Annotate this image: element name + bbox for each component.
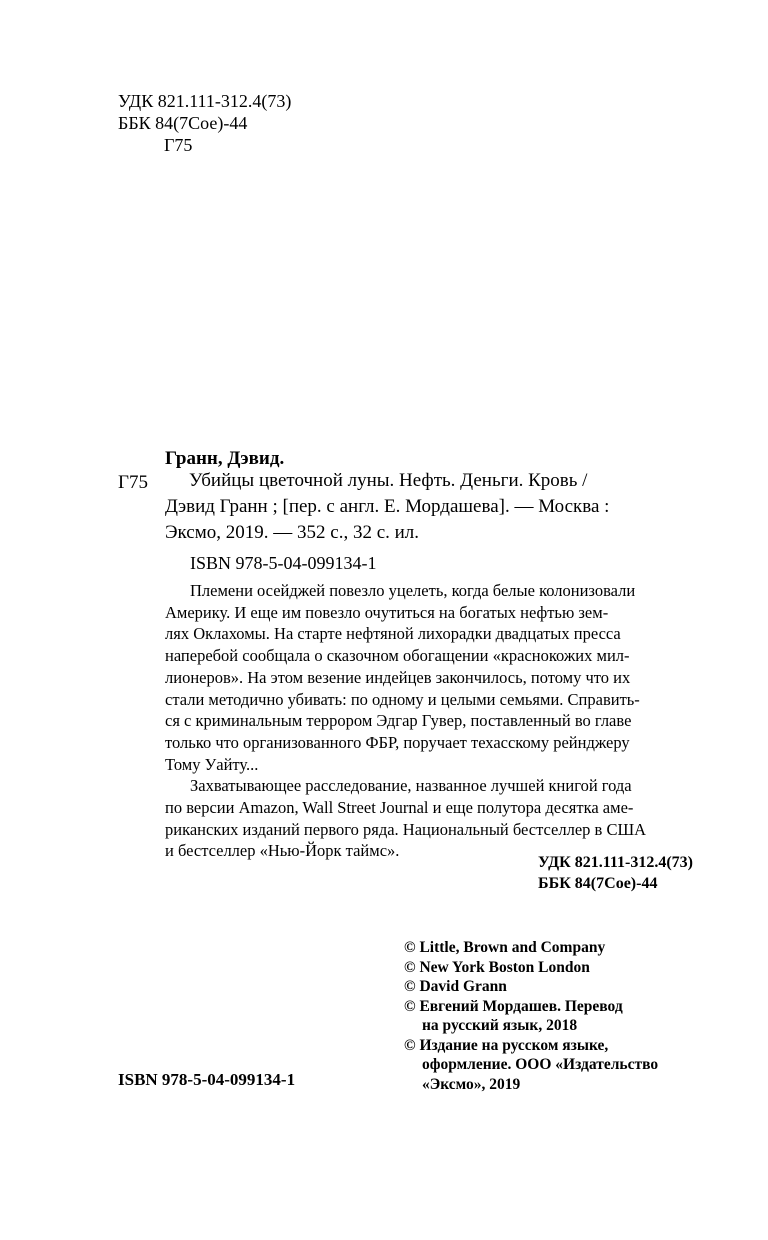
udk-code-bottom: УДК 821.111-312.4(73) [538,854,693,871]
copyright-notices [404,938,658,1094]
annotation-line: наперебой сообщала о сказочном обогащении «краснокожих мил- [165,646,630,666]
author-mark-side: Г75 [118,472,148,493]
annotation-line: Захватывающее расследование, названное лучшей книгой года [190,776,632,796]
annotation-line: и бестселлер «Нью-Йорк таймс». [165,841,400,861]
classification-codes-top [118,90,291,156]
udk-code: УДК 821.111-312.4(73) [118,91,292,111]
classification-codes-bottom [538,852,693,894]
annotation-line: риканских изданий первого ряда. Национальный бестселлер в США [165,819,647,839]
annotation-line: Америку. И еще им повезло очутиться на богатых нефтью зем- [165,602,609,622]
bbk-code: ББК 84(7Сое)-44 [118,113,248,133]
annotation-line: стали методично убивать: по одному и целыми семьями. Справить- [165,689,640,709]
copyright-line: © Издание на русском языке, [404,1036,609,1054]
author-mark: Г75 [164,135,193,155]
biblio-line: Дэвид Гранн ; [пер. с англ. Е. Мордашева]. — Москва : [165,496,610,517]
annotation-line: по версии Amazon, Wall Street Journal и еще полутора десятка аме- [165,798,634,818]
copyright-line: «Эксмо», 2019 [422,1075,521,1093]
annotation-line: только что организованного ФБР, поручает техасскому рейнджеру [165,732,630,752]
copyright-line: на русский язык, 2018 [422,1017,578,1034]
bibliographic-description [165,468,693,546]
annotation-line: лионеров». На этом везение индейцев закончилось, потому что их [165,667,631,687]
annotation-line: Тому Уайту... [165,754,259,774]
isbn-bottom: ISBN 978-5-04-099134-1 [118,1070,296,1089]
annotation-line: ся с криминальным террором Эдгар Гувер, поставленный во главе [165,711,632,731]
annotation-line: лях Оклахомы. На старте нефтяной лихорадки двадцатых пресса [165,624,621,644]
copyright-line: оформление. ООО «Издательство [422,1056,659,1073]
copyright-line: © New York Boston London [404,958,590,976]
author-heading: Гранн, Дэвид. [165,448,285,469]
annotation-line: Племени осейджей повезло уцелеть, когда белые колонизовали [190,581,636,600]
isbn-entry: ISBN 978-5-04-099134-1 [190,553,377,573]
copyright-line: © Евгений Мордашев. Перевод [404,997,623,1015]
biblio-line: Эксмо, 2019. — 352 с., 32 с. ил. [165,522,420,543]
copyright-line: © David Grann [404,978,507,995]
annotation [165,580,693,862]
biblio-line: Убийцы цветочной луны. Нефть. Деньги. Кровь / [189,470,588,491]
copyright-line: © Little, Brown and Company [404,939,606,956]
bbk-code-bottom: ББК 84(7Сое)-44 [538,875,658,892]
